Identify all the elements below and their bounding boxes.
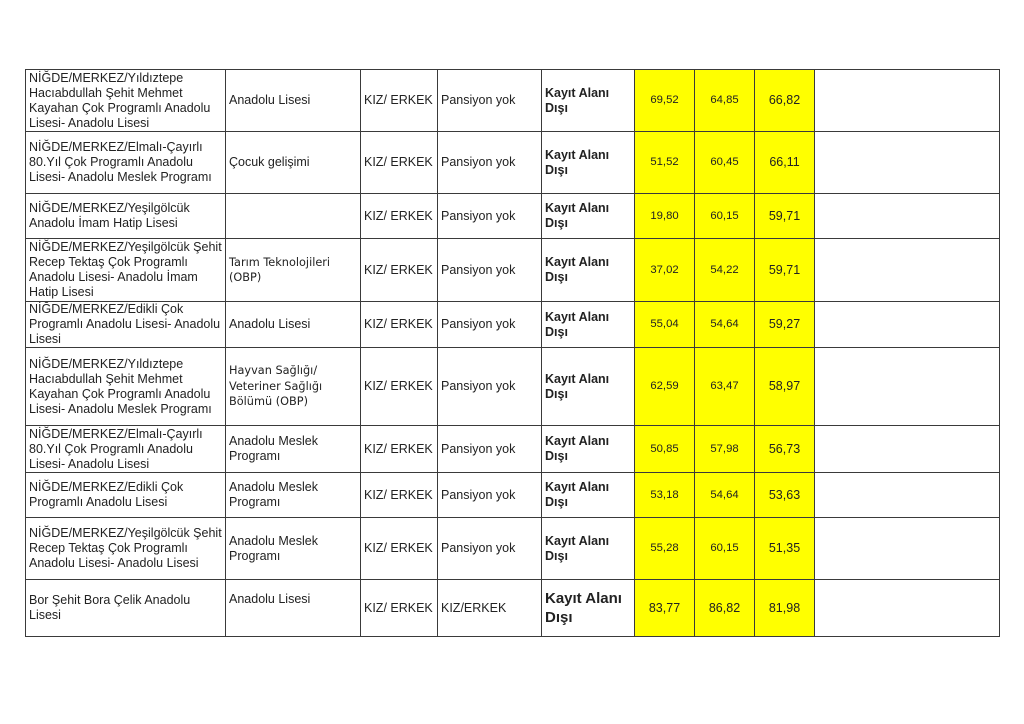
gender-cell: KIZ/ ERKEK [361,348,438,426]
program-cell: Anadolu Lisesi [226,580,361,637]
housing-cell: Pansiyon yok [438,194,542,239]
school-name-cell: NİĞDE/MERKEZ/Edikli Çok Programlı Anadolu Lisesi- Anadolu Lisesi [26,302,226,348]
table-row [26,426,1000,473]
status-cell: Kayıt Alanı Dışı [542,132,635,194]
status-cell: Kayıt Alanı Dışı [542,70,635,132]
score-cell: 66,11 [755,132,815,194]
empty-cell [815,70,1000,132]
score-cell: 63,47 [695,348,755,426]
housing-cell: Pansiyon yok [438,132,542,194]
score-cell: 60,15 [695,518,755,580]
housing-cell: Pansiyon yok [438,348,542,426]
gender-cell: KIZ/ ERKEK [361,239,438,302]
school-name-cell: Bor Şehit Bora Çelik Anadolu Lisesi [26,580,226,637]
school-name-cell: NİĞDE/MERKEZ/Edikli Çok Programlı Anadolu Lisesi [26,473,226,518]
program-cell: Anadolu Meslek Programı [226,518,361,580]
status-cell: Kayıt Alanı Dışı [542,426,635,473]
housing-cell: Pansiyon yok [438,518,542,580]
score-cell: 55,04 [635,302,695,348]
program-cell: Anadolu Meslek Programı [226,473,361,518]
table-body [26,70,1000,637]
score-cell: 51,52 [635,132,695,194]
program-cell: Anadolu Lisesi [226,70,361,132]
empty-cell [815,302,1000,348]
housing-cell: KIZ/ERKEK [438,580,542,637]
school-name-cell: NİĞDE/MERKEZ/Yeşilgölcük Şehit Recep Tektaş Çok Programlı Anadolu Lisesi- Anadolu İmam Hatip Lisesi [26,239,226,302]
table-row [26,348,1000,426]
gender-cell: KIZ/ ERKEK [361,518,438,580]
empty-cell [815,132,1000,194]
score-cell: 56,73 [755,426,815,473]
score-cell: 51,35 [755,518,815,580]
status-cell: Kayıt Alanı Dışı [542,580,635,637]
school-name-cell: NİĞDE/MERKEZ/Yıldıztepe Hacıabdullah Şehit Mehmet Kayahan Çok Programlı Anadolu Lisesi- Anadolu Meslek Programı [26,348,226,426]
score-cell: 59,71 [755,194,815,239]
status-cell: Kayıt Alanı Dışı [542,239,635,302]
score-cell: 69,52 [635,70,695,132]
gender-cell: KIZ/ ERKEK [361,473,438,518]
program-cell: Anadolu Lisesi [226,302,361,348]
score-cell: 83,77 [635,580,695,637]
school-score-table [25,69,1000,637]
school-name-cell: NİĞDE/MERKEZ/Yeşilgölcük Şehit Recep Tektaş Çok Programlı Anadolu Lisesi- Anadolu Lisesi [26,518,226,580]
table-row [26,239,1000,302]
score-cell: 37,02 [635,239,695,302]
empty-cell [815,194,1000,239]
empty-cell [815,473,1000,518]
program-cell: Hayvan Sağlığı/ Veteriner Sağlığı Bölümü (OBP) [226,348,361,426]
empty-cell [815,426,1000,473]
score-cell: 53,18 [635,473,695,518]
housing-cell: Pansiyon yok [438,239,542,302]
score-cell: 66,82 [755,70,815,132]
program-cell [226,194,361,239]
status-cell: Kayıt Alanı Dışı [542,302,635,348]
score-cell: 53,63 [755,473,815,518]
gender-cell: KIZ/ ERKEK [361,132,438,194]
empty-cell [815,518,1000,580]
gender-cell: KIZ/ ERKEK [361,70,438,132]
score-cell: 64,85 [695,70,755,132]
gender-cell: KIZ/ ERKEK [361,194,438,239]
housing-cell: Pansiyon yok [438,70,542,132]
school-name-cell: NİĞDE/MERKEZ/Elmalı-Çayırlı 80.Yıl Çok Programlı Anadolu Lisesi- Anadolu Meslek Programı [26,132,226,194]
table-row [26,302,1000,348]
score-cell: 54,64 [695,473,755,518]
score-cell: 62,59 [635,348,695,426]
housing-cell: Pansiyon yok [438,302,542,348]
school-name-cell: NİĞDE/MERKEZ/Yıldıztepe Hacıabdullah Şehit Mehmet Kayahan Çok Programlı Anadolu Lisesi- Anadolu Lisesi [26,70,226,132]
score-cell: 59,71 [755,239,815,302]
score-cell: 54,64 [695,302,755,348]
score-cell: 86,82 [695,580,755,637]
status-cell: Kayıt Alanı Dışı [542,518,635,580]
school-name-cell: NİĞDE/MERKEZ/Yeşilgölcük Anadolu İmam Hatip Lisesi [26,194,226,239]
status-cell: Kayıt Alanı Dışı [542,348,635,426]
table-row [26,473,1000,518]
score-cell: 55,28 [635,518,695,580]
program-cell: Tarım Teknolojileri (OBP) [226,239,361,302]
status-cell: Kayıt Alanı Dışı [542,473,635,518]
housing-cell: Pansiyon yok [438,473,542,518]
empty-cell [815,580,1000,637]
status-cell: Kayıt Alanı Dışı [542,194,635,239]
gender-cell: KIZ/ ERKEK [361,426,438,473]
score-cell: 19,80 [635,194,695,239]
score-cell: 81,98 [755,580,815,637]
table-row [26,132,1000,194]
score-cell: 57,98 [695,426,755,473]
score-cell: 58,97 [755,348,815,426]
score-cell: 54,22 [695,239,755,302]
program-cell: Çocuk gelişimi [226,132,361,194]
table-row [26,518,1000,580]
empty-cell [815,239,1000,302]
score-cell: 60,45 [695,132,755,194]
score-cell: 50,85 [635,426,695,473]
table-row [26,194,1000,239]
empty-cell [815,348,1000,426]
gender-cell: KIZ/ ERKEK [361,302,438,348]
housing-cell: Pansiyon yok [438,426,542,473]
score-cell: 59,27 [755,302,815,348]
school-name-cell: NİĞDE/MERKEZ/Elmalı-Çayırlı 80.Yıl Çok Programlı Anadolu Lisesi- Anadolu Lisesi [26,426,226,473]
table-row [26,580,1000,637]
score-cell: 60,15 [695,194,755,239]
gender-cell: KIZ/ ERKEK [361,580,438,637]
table-row [26,70,1000,132]
program-cell: Anadolu Meslek Programı [226,426,361,473]
